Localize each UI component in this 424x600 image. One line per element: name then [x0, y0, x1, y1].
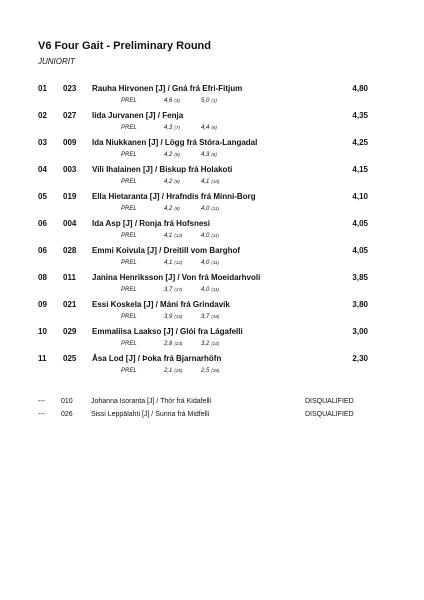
score: 4,10: [352, 192, 368, 201]
prel-row: [0, 206, 424, 216]
status: DISQUALIFIED: [305, 398, 354, 405]
place: ---: [38, 398, 45, 405]
judge1-mark: 4,2 (8): [164, 152, 180, 158]
prel-row: [0, 179, 424, 189]
place: 08: [38, 273, 47, 282]
judge2-mark: 3,2 (22): [201, 341, 220, 347]
rider-horse: Emmaliisa Laakso [J] / Glói fra Lágafelli: [92, 327, 243, 336]
place: 06: [38, 246, 47, 255]
judge1-rank: (23): [174, 341, 183, 346]
judge1-mark: 2,8 (23): [164, 341, 183, 347]
judge1-mark: 3,9 (15): [164, 314, 183, 320]
judge2-rank: (11): [211, 260, 220, 265]
result-row: [0, 354, 424, 366]
start-number: 011: [63, 273, 76, 282]
disqualified-row: [0, 411, 424, 424]
judge2-mark: 4,1 (10): [201, 179, 220, 185]
judge1-mark: 4,6 (3): [164, 98, 180, 104]
judge2-mark: 4,0 (11): [201, 206, 220, 212]
result-row: [0, 327, 424, 339]
rider-horse: Johanna Isoranta [J] / Thór frá Kidafelli: [91, 398, 212, 405]
result-entry: [0, 138, 424, 165]
judge1-rank: (7): [174, 125, 180, 130]
result-entry: [0, 273, 424, 300]
prel-row: [0, 260, 424, 270]
result-row: [0, 192, 424, 204]
score: 3,80: [352, 300, 368, 309]
prel-label: PREL: [121, 260, 137, 266]
score: 4,25: [352, 138, 368, 147]
result-entry: [0, 354, 424, 381]
place: 11: [38, 354, 47, 363]
judge2-mark: 3,7 (16): [201, 314, 220, 320]
prel-row: [0, 368, 424, 378]
score: 4,05: [352, 246, 368, 255]
start-number: 004: [63, 219, 77, 228]
rider-horse: Emmi Koivula [J] / Dreitill vom Barghof: [92, 246, 241, 255]
prel-label: PREL: [121, 314, 137, 320]
judge2-mark: 5,0 (1): [201, 98, 217, 104]
disqualified-list: [0, 398, 424, 424]
start-number: 026: [61, 411, 73, 418]
judge2-rank: (1): [211, 98, 217, 103]
rider-horse: Ida Asp [J] / Ronja frá Hofsnesi: [92, 219, 210, 228]
result-row: [0, 84, 424, 96]
prel-label: PREL: [121, 152, 137, 158]
status: DISQUALIFIED: [305, 411, 354, 418]
prel-row: [0, 341, 424, 351]
result-row: [0, 300, 424, 312]
score: 4,35: [352, 111, 368, 120]
start-number: 009: [63, 138, 77, 147]
place: 03: [38, 138, 47, 147]
judge2-mark: 2,5 (26): [201, 368, 220, 374]
judge2-mark: 4,0 (11): [201, 260, 220, 266]
judge1-mark: 3,7 (17): [164, 287, 183, 293]
prel-row: [0, 152, 424, 162]
results-list: [0, 84, 424, 381]
place: 10: [38, 327, 47, 336]
result-entry: [0, 84, 424, 111]
result-row: [0, 138, 424, 150]
page-title: V6 Four Gait - Preliminary Round: [38, 40, 211, 52]
judge1-mark: 4,2 (8): [164, 206, 180, 212]
disqualified-row: [0, 398, 424, 411]
judge1-mark: 4,1 (12): [164, 233, 183, 239]
prel-row: [0, 287, 424, 297]
judge1-rank: (8): [174, 179, 180, 184]
rider-horse: Sissi Leppälahti [J] / Sunna frá Midfelli: [91, 411, 210, 418]
result-entry: [0, 111, 424, 138]
result-entry: [0, 300, 424, 327]
place: 05: [38, 192, 47, 201]
start-number: 021: [63, 300, 77, 309]
start-number: 003: [63, 165, 77, 174]
result-entry: [0, 246, 424, 273]
judge2-rank: (11): [211, 206, 220, 211]
judge1-rank: (17): [174, 287, 183, 292]
prel-row: [0, 233, 424, 243]
start-number: 028: [63, 246, 77, 255]
judge1-rank: (3): [174, 98, 180, 103]
judge1-rank: (15): [174, 314, 183, 319]
place: 04: [38, 165, 47, 174]
result-row: [0, 165, 424, 177]
prel-row: [0, 98, 424, 108]
judge2-rank: (10): [211, 179, 220, 184]
rider-horse: Vili Ihalainen [J] / Biskup frá Holakoti: [92, 165, 233, 174]
score: 3,00: [352, 327, 368, 336]
judge2-rank: (26): [211, 368, 220, 373]
judge1-rank: (8): [174, 152, 180, 157]
judge2-rank: (11): [211, 287, 220, 292]
rider-horse: Åsa Lod [J] / Þoka frá Bjarnarhöfn: [92, 354, 222, 363]
prel-label: PREL: [121, 206, 137, 212]
rider-horse: Ella Hietaranta [J] / Hrafndís frá Minni-Borg: [92, 192, 256, 201]
rider-horse: Essi Koskela [J] / Máni frá Grindavík: [92, 300, 230, 309]
rider-horse: Ida Niukkanen [J] / Lögg frá Stóra-Langadal: [92, 138, 258, 147]
result-row: [0, 246, 424, 258]
rider-horse: Iida Jurvanen [J] / Fenja: [92, 111, 184, 120]
judge2-rank: (22): [211, 341, 220, 346]
judge1-rank: (8): [174, 206, 180, 211]
start-number: 025: [63, 354, 77, 363]
result-entry: [0, 327, 424, 354]
rider-horse: Janina Henriksson [J] / Von frá Moeidarhvoli: [92, 273, 261, 282]
judge1-mark: 4,3 (7): [164, 125, 180, 131]
result-row: [0, 219, 424, 231]
result-row: [0, 111, 424, 123]
place: 06: [38, 219, 47, 228]
judge1-rank: (12): [174, 260, 183, 265]
judge1-mark: 4,2 (8): [164, 179, 180, 185]
score: 2,30: [352, 354, 368, 363]
start-number: 023: [63, 84, 77, 93]
class-subtitle: JUNIORIT: [38, 57, 75, 66]
start-number: 019: [63, 192, 77, 201]
prel-label: PREL: [121, 98, 137, 104]
judge1-rank: (25): [174, 368, 183, 373]
score: 4,15: [352, 165, 368, 174]
judge2-mark: 4,0 (11): [201, 287, 220, 293]
score: 4,05: [352, 219, 368, 228]
judge1-mark: 2,1 (25): [164, 368, 183, 374]
result-entry: [0, 165, 424, 192]
score: 4,80: [352, 84, 368, 93]
judge2-mark: 4,3 (8): [201, 152, 217, 158]
place: 01: [38, 84, 47, 93]
judge2-rank: (11): [211, 233, 220, 238]
prel-label: PREL: [121, 368, 137, 374]
judge2-mark: 4,0 (11): [201, 233, 220, 239]
judge2-rank: (6): [211, 125, 217, 130]
result-entry: [0, 192, 424, 219]
judge1-mark: 4,1 (12): [164, 260, 183, 266]
rider-horse: Rauha Hirvonen [J] / Gná frá Efri-Fitjum: [92, 84, 243, 93]
result-entry: [0, 219, 424, 246]
prel-row: [0, 314, 424, 324]
prel-label: PREL: [121, 341, 137, 347]
judge2-rank: (16): [211, 314, 220, 319]
score: 3,85: [352, 273, 368, 282]
judge1-rank: (12): [174, 233, 183, 238]
start-number: 029: [63, 327, 77, 336]
result-row: [0, 273, 424, 285]
prel-label: PREL: [121, 233, 137, 239]
place: 09: [38, 300, 47, 309]
judge2-mark: 4,4 (6): [201, 125, 217, 131]
start-number: 010: [61, 398, 73, 405]
prel-row: [0, 125, 424, 135]
place: 02: [38, 111, 47, 120]
place: ---: [38, 411, 45, 418]
start-number: 027: [63, 111, 77, 120]
prel-label: PREL: [121, 287, 137, 293]
prel-label: PREL: [121, 179, 137, 185]
prel-label: PREL: [121, 125, 137, 131]
judge2-rank: (8): [211, 152, 217, 157]
